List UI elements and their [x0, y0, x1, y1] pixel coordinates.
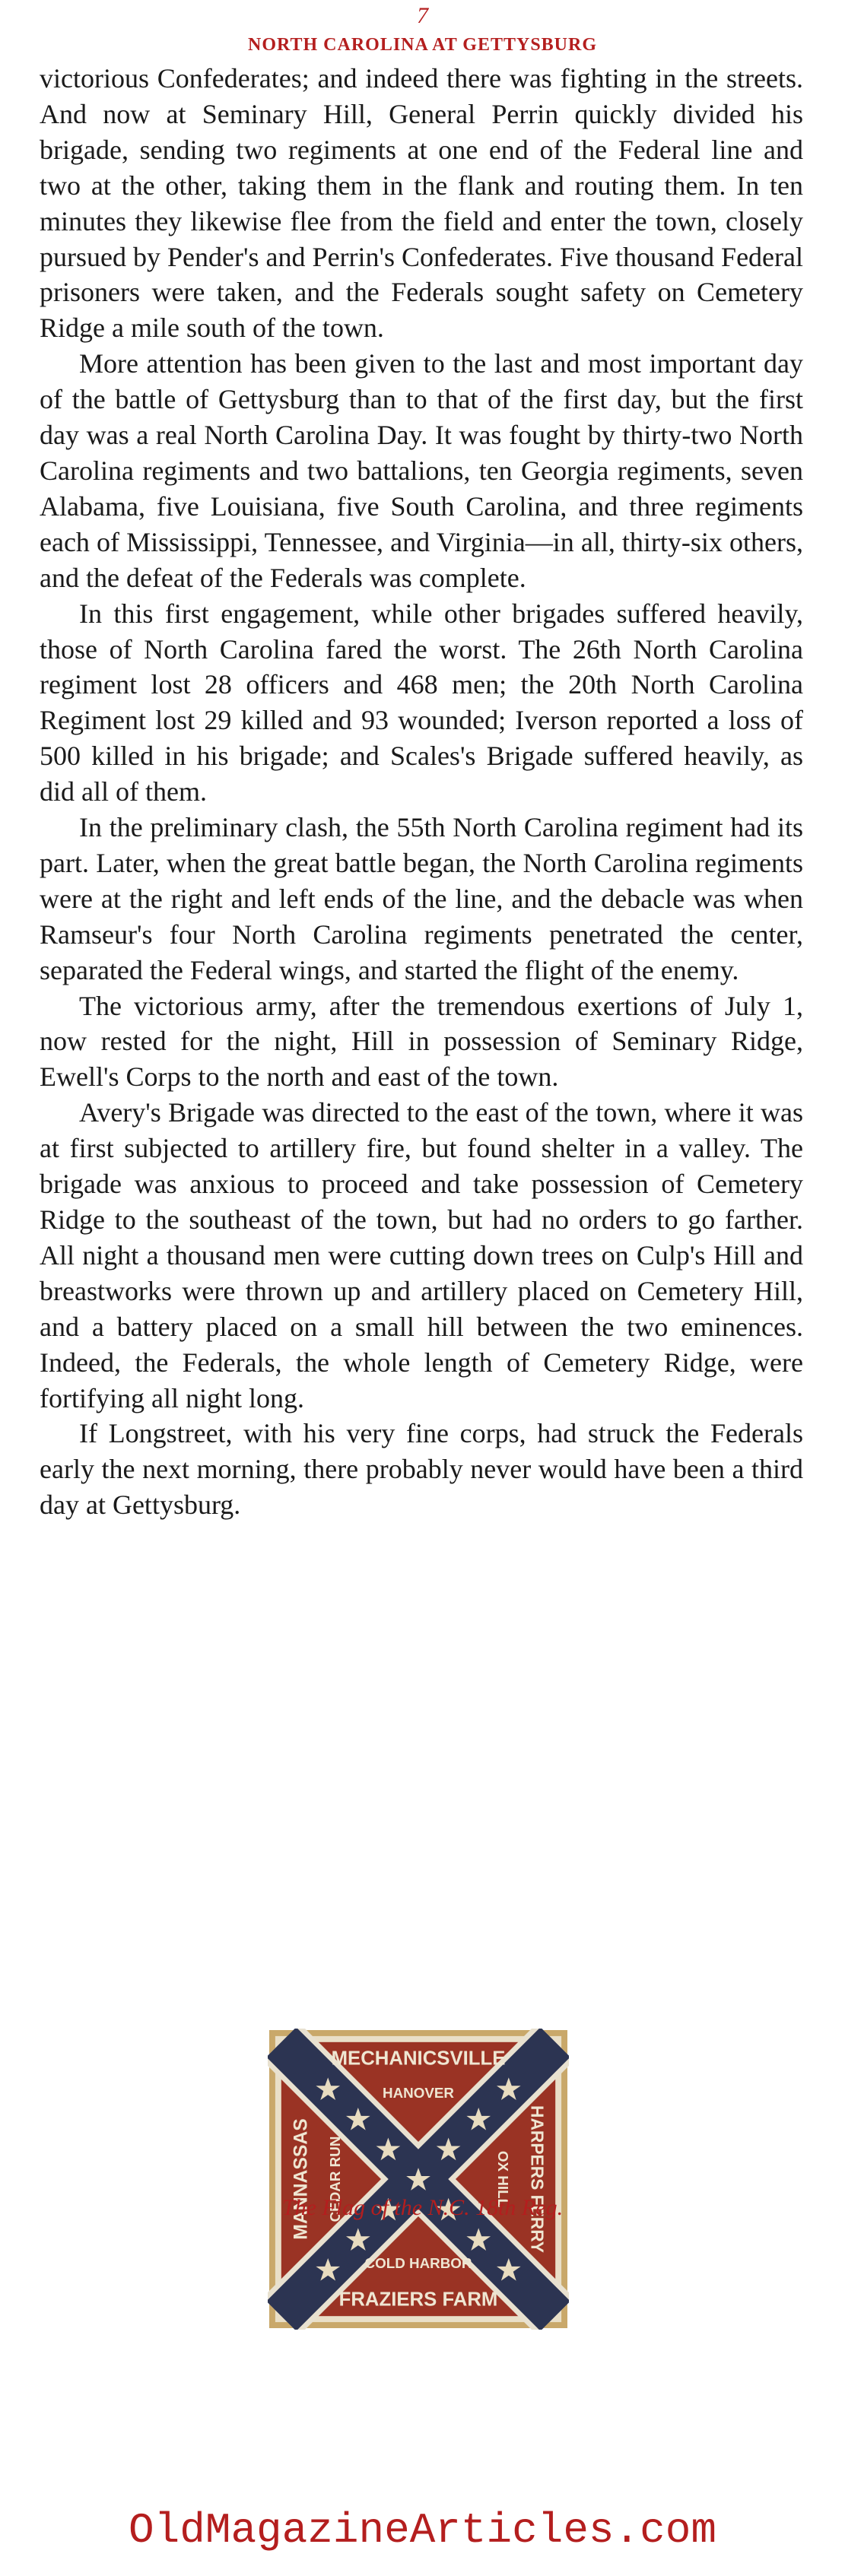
paragraph: If Longstreet, with his very fine corps, had struck the Federals early the next morning, there probably never would have been a third day at Gettysburg.: [40, 1418, 803, 1521]
flag-honor: MECHANICSVILLE: [331, 2048, 506, 2070]
page-number: 7: [417, 3, 428, 28]
flag-honor: FRAZIERS FARM: [338, 2289, 498, 2311]
paragraph: victorious Confederates; and indeed there was fighting in the streets. And now at Seminary Hill, General Perrin quickly divided his brigade, sending two regiments at one end of the Federal line and two at the other, taking them in the flank and routing them. In ten minutes they likewise flee from the field and enter the town, closely pursued by Pender's and Perrin's Confederates. Five thousand Federal prisoners were taken, and the Federals sought safety on Cemetery Ridge a mile south of the town.: [40, 63, 803, 344]
paragraph: The victorious army, after the tremendous exertions of July 1, now rested for the night, Hill in possession of Seminary Ridge, Ewell's Corps to the north and east of the town.: [40, 990, 803, 1093]
flag-figure: [265, 2029, 584, 2330]
flag-honor: CEDAR RUN: [327, 2136, 344, 2222]
flag-honor: MANNASSAS: [291, 2118, 312, 2240]
figure-caption: The Flag of the N.C. 18th Reg.: [281, 2195, 564, 2220]
paragraph: In the preliminary clash, the 55th North Carolina regiment had its part. Later, when the great battle began, the North Carolina regiments were at the right and left ends of the line, and the debacle was when Ramseur's four North Carolina regiments penetrated the center, separated the Federal wings, and started the flight of the enemy.: [40, 812, 803, 985]
article-body: [40, 61, 803, 1523]
battle-flag-image: [268, 2029, 569, 2330]
running-head: NORTH CAROLINA AT GETTYSBURG: [247, 35, 598, 55]
site-footer: OldMagazineArticles.com: [129, 2506, 716, 2555]
paragraph: Avery's Brigade was directed to the east of the town, where it was at first subjected to artillery fire, but found shelter in a valley. The brigade was anxious to proceed and take possession of Cemetery Ridge to the southeast of the town, but had no orders to go farther. All night a thousand men were cutting down trees on Culp's Hill and breastworks were thrown up and artillery placed on Cemetery Hill, and a battery placed on a small hill between the two eminences. Indeed, the Federals, the whole length of Cemetery Ridge, were fortifying all night long.: [40, 1097, 803, 1413]
paragraph: In this first engagement, while other brigades suffered heavily, those of North Carolina fared the worst. The 26th North Carolina regiment lost 28 officers and 468 men; the 20th North Carolina Regiment lost 29 killed and 93 wounded; Iverson reported a loss of 500 killed in his brigade; and Scales's Brigade suffered heavily, as did all of them.: [40, 598, 803, 807]
paragraph: More attention has been given to the last and most important day of the battle of Gettysburg than to that of the first day, but the first day was a real North Carolina Day. It was fought by thirty-two North Carolina regiments and two battalions, ten Georgia regiments, seven Alabama, five Louisiana, five South Carolina, and three regiments each of Mississippi, Tennessee, and Virginia—in all, thirty-six others, and the defeat of the Federals was complete.: [40, 348, 803, 593]
flag-honor: COLD HARBOR: [364, 2254, 472, 2271]
flag-honor: HANOVER: [383, 2085, 454, 2102]
flag-honor: HARPERS FERRY: [527, 2105, 548, 2253]
flag-honor: OX HILL: [494, 2150, 511, 2208]
